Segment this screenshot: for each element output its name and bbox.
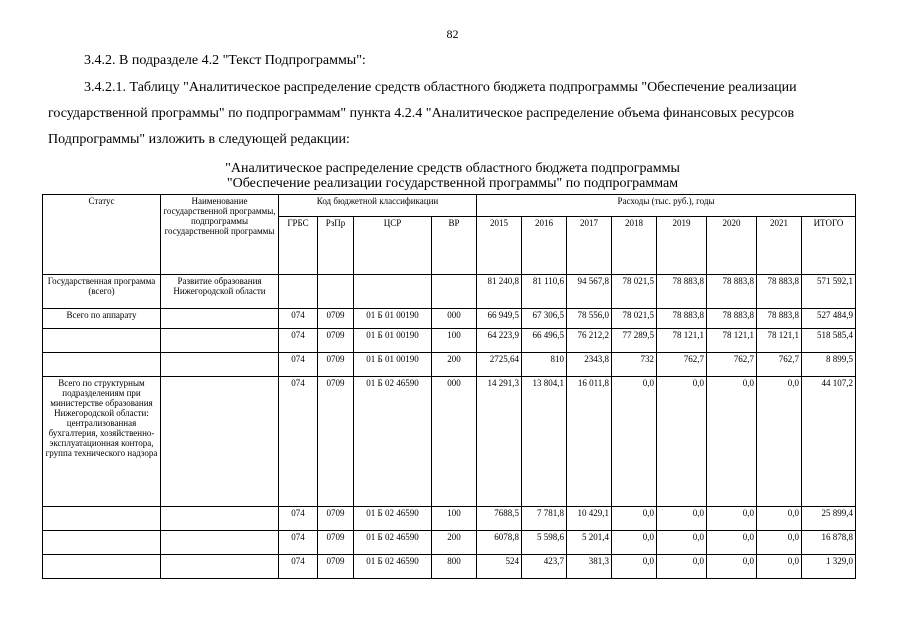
expense-cell: 762,7 [657,353,707,377]
total-cell: 1 329,0 [802,555,856,579]
vr-cell: 100 [432,507,477,531]
header-expenses: Расходы (тыс. руб.), годы [477,195,856,217]
status-cell [43,555,161,579]
header-year-2015: 2015 [477,217,522,275]
status-cell: Всего по аппарату [43,309,161,329]
expense-cell: 423,7 [522,555,567,579]
expense-cell: 5 598,6 [522,531,567,555]
rzpr-cell: 0709 [318,531,354,555]
total-cell: 527 484,9 [802,309,856,329]
expense-cell: 78 883,8 [657,275,707,309]
rzpr-cell: 0709 [318,507,354,531]
expense-cell: 5 201,4 [567,531,612,555]
expense-cell: 0,0 [757,531,802,555]
rzpr-cell: 0709 [318,377,354,507]
name-cell [161,309,279,329]
expense-cell: 0,0 [707,377,757,507]
expense-cell: 78 883,8 [657,309,707,329]
expense-cell: 13 804,1 [522,377,567,507]
grbs-cell: 074 [279,377,318,507]
status-cell [43,507,161,531]
vr-cell: 200 [432,531,477,555]
expense-cell: 78 121,1 [707,329,757,353]
header-code-grbs: ГРБС [279,217,318,275]
expense-cell: 7 781,8 [522,507,567,531]
rzpr-cell: 0709 [318,309,354,329]
expense-cell: 0,0 [657,555,707,579]
expense-cell: 0,0 [707,507,757,531]
header-year-2017: 2017 [567,217,612,275]
expense-cell: 0,0 [657,377,707,507]
csr-cell: 01 Б 02 46590 [354,507,432,531]
name-cell [161,555,279,579]
expense-cell: 732 [612,353,657,377]
vr-cell: 800 [432,555,477,579]
grbs-cell: 074 [279,309,318,329]
csr-cell: 01 Б 02 46590 [354,377,432,507]
expense-cell: 762,7 [707,353,757,377]
total-cell: 25 899,4 [802,507,856,531]
rzpr-cell: 0709 [318,353,354,377]
expense-cell: 78 556,0 [567,309,612,329]
table-row [43,275,856,309]
name-cell: Развитие образования Нижегородской области [161,275,279,309]
table-row [43,507,856,531]
total-cell: 8 899,5 [802,353,856,377]
rzpr-cell [318,275,354,309]
expense-cell: 0,0 [657,531,707,555]
vr-cell: 100 [432,329,477,353]
expense-cell: 0,0 [612,531,657,555]
header-year-2021: 2021 [757,217,802,275]
paragraph-3-4-2-1-line3: Подпрограммы" изложить в следующей редакции: [48,132,350,147]
table-row [43,531,856,555]
table-row [43,329,856,353]
paragraph-3-4-2: 3.4.2. В подразделе 4.2 "Текст Подпрограммы": [84,53,366,68]
rzpr-cell: 0709 [318,555,354,579]
table-row [43,377,856,507]
name-cell [161,377,279,507]
header-budget-classification: Код бюджетной классификации [279,195,477,217]
expense-cell: 10 429,1 [567,507,612,531]
expense-cell: 66 496,5 [522,329,567,353]
total-cell: 16 878,8 [802,531,856,555]
header-year-2020: 2020 [707,217,757,275]
expense-cell: 7688,5 [477,507,522,531]
rzpr-cell: 0709 [318,329,354,353]
expense-cell: 2725,64 [477,353,522,377]
page-number: 82 [446,27,459,41]
paragraph-3-4-2-1-line2: государственной программы" по подпрограммам" пункта 4.2.4 "Аналитическое распределение объема финансовых ресурсов [48,106,795,121]
expense-cell: 78 883,8 [707,309,757,329]
total-cell: 44 107,2 [802,377,856,507]
expense-cell: 76 212,2 [567,329,612,353]
budget-table [42,194,856,579]
expense-cell: 67 306,5 [522,309,567,329]
expense-cell: 78 883,8 [707,275,757,309]
expense-cell: 78 021,5 [612,275,657,309]
expense-cell: 16 011,8 [567,377,612,507]
table-caption-line1: "Аналитическое распределение средств областного бюджета подпрограммы [225,161,680,176]
paragraph-3-4-2-1-line1: 3.4.2.1. Таблицу "Аналитическое распределение средств областного бюджета подпрограммы "Обеспечение реализации [84,80,797,95]
expense-cell: 64 223,9 [477,329,522,353]
expense-cell: 0,0 [757,507,802,531]
expense-cell: 0,0 [612,555,657,579]
expense-cell: 0,0 [707,531,757,555]
expense-cell: 78 121,1 [657,329,707,353]
csr-cell: 01 Б 02 46590 [354,555,432,579]
name-cell [161,531,279,555]
status-cell: Государственная программа (всего) [43,275,161,309]
csr-cell: 01 Б 01 00190 [354,309,432,329]
grbs-cell: 074 [279,329,318,353]
header-name: Наименование государственной программы, подпрограммы государственной программы [161,195,279,275]
vr-cell: 000 [432,309,477,329]
status-cell: Всего по структурным подразделениям при министерстве образования Нижегородской области: централизованная бухгалтерия, хозяйственно-эксплуатационная контора, группа технического надзора [43,377,161,507]
name-cell [161,329,279,353]
vr-cell: 000 [432,377,477,507]
header-code-csr: ЦСР [354,217,432,275]
csr-cell: 01 Б 02 46590 [354,531,432,555]
expense-cell: 0,0 [612,377,657,507]
grbs-cell: 074 [279,353,318,377]
table-caption [0,161,905,191]
name-cell [161,507,279,531]
grbs-cell: 074 [279,531,318,555]
header-code-rzpr: РзПр [318,217,354,275]
expense-cell: 78 883,8 [757,309,802,329]
expense-cell: 6078,8 [477,531,522,555]
status-cell [43,353,161,377]
expense-cell: 762,7 [757,353,802,377]
total-cell: 571 592,1 [802,275,856,309]
status-cell [43,531,161,555]
expense-cell: 381,3 [567,555,612,579]
header-total: ИТОГО [802,217,856,275]
expense-cell: 524 [477,555,522,579]
grbs-cell [279,275,318,309]
header-status: Статус [43,195,161,275]
expense-cell: 0,0 [757,377,802,507]
table-caption-line2: "Обеспечение реализации государственной программы" по подпрограммам [226,176,679,191]
expense-cell: 0,0 [707,555,757,579]
table-row [43,353,856,377]
csr-cell [354,275,432,309]
expense-cell: 2343,8 [567,353,612,377]
vr-cell [432,275,477,309]
status-cell [43,329,161,353]
table-row [43,555,856,579]
expense-cell: 78 883,8 [757,275,802,309]
expense-cell: 78 021,5 [612,309,657,329]
csr-cell: 01 Б 01 00190 [354,329,432,353]
expense-cell: 66 949,5 [477,309,522,329]
expense-cell: 78 121,1 [757,329,802,353]
expense-cell: 94 567,8 [567,275,612,309]
expense-cell: 810 [522,353,567,377]
name-cell [161,353,279,377]
grbs-cell: 074 [279,507,318,531]
expense-cell: 0,0 [757,555,802,579]
expense-cell: 14 291,3 [477,377,522,507]
header-code-vr: ВР [432,217,477,275]
csr-cell: 01 Б 01 00190 [354,353,432,377]
header-year-2018: 2018 [612,217,657,275]
expense-cell: 0,0 [612,507,657,531]
total-cell: 518 585,4 [802,329,856,353]
header-year-2016: 2016 [522,217,567,275]
grbs-cell: 074 [279,555,318,579]
expense-cell: 0,0 [657,507,707,531]
vr-cell: 200 [432,353,477,377]
header-year-2019: 2019 [657,217,707,275]
expense-cell: 81 240,8 [477,275,522,309]
expense-cell: 77 289,5 [612,329,657,353]
expense-cell: 81 110,6 [522,275,567,309]
table-row [43,309,856,329]
